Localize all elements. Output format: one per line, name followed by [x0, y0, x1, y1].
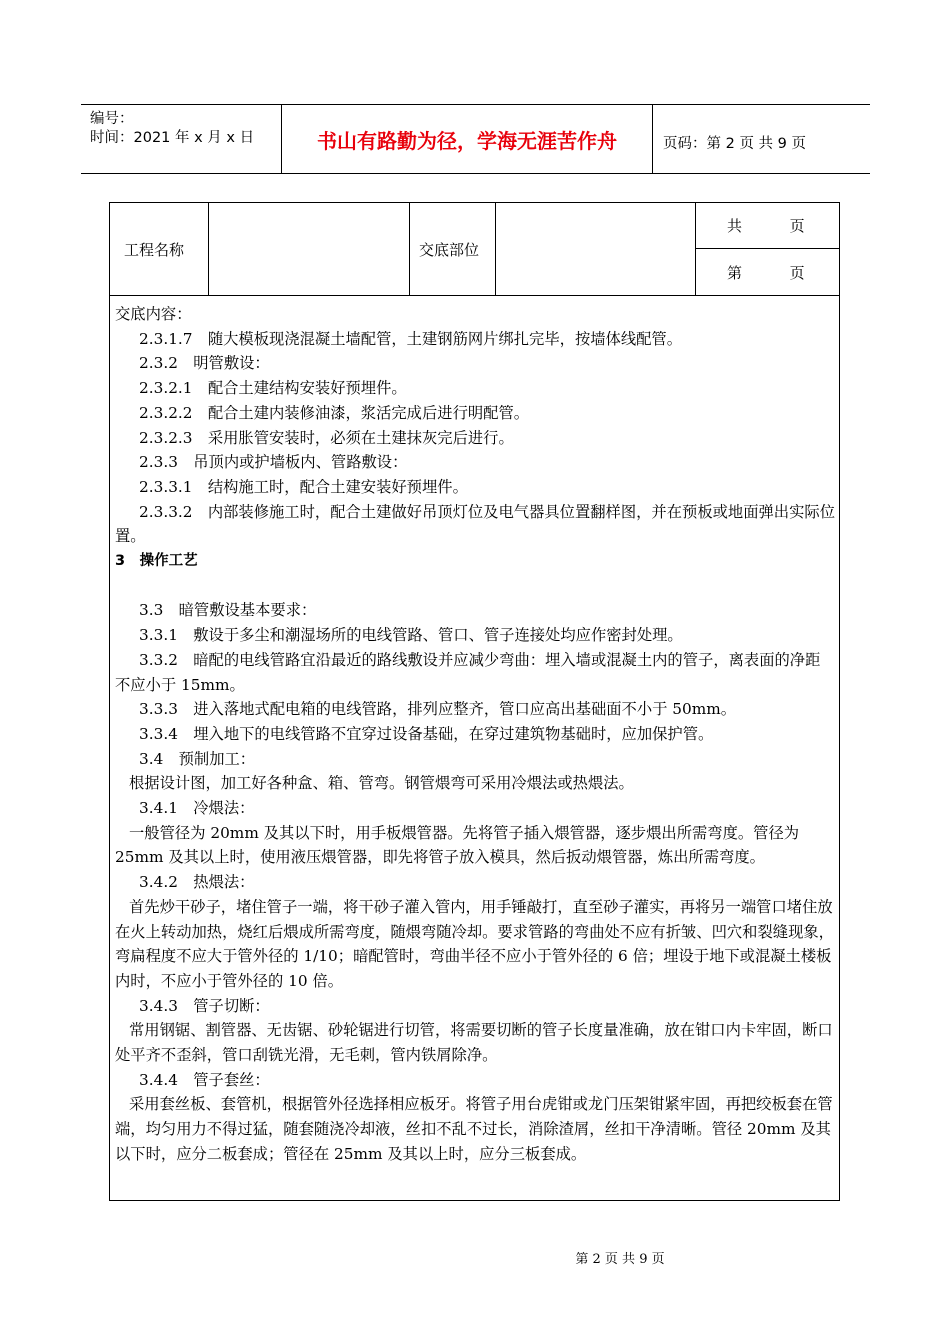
- header-page-info: 页码：第 2 页 共 9 页: [663, 136, 806, 152]
- header-divider: [652, 105, 653, 173]
- header-motto: 书山有路勤为径，学海无涯苦作舟: [317, 128, 617, 153]
- content-line: 2.3.2.2 配合土建内装修油漆，浆活完成后进行明配管。: [139, 403, 530, 422]
- table-divider: [695, 203, 696, 295]
- content-line: 2.3.2.3 采用胀管安装时，必须在土建抹灰完后进行。: [139, 428, 514, 447]
- content-paragraph: 采用套丝板、套管机，根据管外径选择相应板牙。将管子用台虎钳或龙门压架钳紧牢固，再把绞板套在管端，均匀用力不得过猛，随套随浇冷却液，丝扣不乱不过长，消除渣屑，丝扣干净清晰。管径 20mm 及其以下时，应分二板套成；管径在 25mm 及其以上时，应分三板套成。: [115, 1095, 833, 1163]
- header-meta: [81, 105, 281, 173]
- content-heading: 交底内容：: [115, 305, 192, 323]
- disclosure-part-label: 交底部位: [419, 240, 480, 259]
- disclosure-part-value: [496, 203, 695, 295]
- spacer: [115, 574, 835, 599]
- total-pages-label: 共 页: [727, 217, 805, 235]
- content-line: 2.3.2 明管敷设：: [139, 354, 270, 373]
- table-divider: [110, 295, 839, 296]
- disclosure-content: [115, 302, 835, 1167]
- content-line: 3.4 预制加工：: [139, 749, 256, 768]
- content-line: 3.3.3 进入落地式配电箱的电线管路，排列应整齐，管口应高出基础面不小于 50mm。: [139, 700, 737, 719]
- subsection-heading: 3.4.2 热煨法：: [139, 873, 255, 892]
- table-divider: [409, 203, 410, 295]
- content-line: 3.3 暗管敷设基本要求：: [139, 601, 317, 620]
- content-paragraph: 首先炒干砂子，堵住管子一端，将干砂子灌入管内，用手锤敲打，直至砂子灌实，再将另一端管口堵住放在火上转动加热，烧红后煨成所需弯度，随煨弯随冷却。要求管路的弯曲处不应有折皱、凹穴和裂缝现象，弯扁程度不应大于管外径的 1/10；暗配管时，弯曲半径不应小于管外径的 6 倍；埋设于地下或混凝土楼板内时，不应小于管外径的 10 倍。: [115, 897, 834, 990]
- page-footer: 第 2 页 共 9 页: [575, 1252, 665, 1267]
- subsection-heading: 3.4.4 管子套丝：: [139, 1070, 270, 1089]
- project-name-value: [209, 203, 409, 295]
- section-heading: 3 操作工艺: [115, 553, 198, 570]
- content-line: 2.3.2.1 配合土建结构安装好预埋件。: [139, 379, 407, 398]
- page-number-label: 第 页: [727, 263, 805, 282]
- doc-number-label: 编号：: [90, 111, 134, 127]
- project-name-label: 工程名称: [124, 240, 185, 259]
- content-paragraph: 常用钢锯、割管器、无齿锯、砂轮锯进行切管，将需要切断的管子长度量准确，放在钳口内卡牢固，断口处平齐不歪斜，管口刮铣光滑，无毛刺，管内铁屑除净。: [115, 1021, 833, 1065]
- time-label: 时间：2021 年 x 月 x 日: [90, 130, 255, 146]
- content-line: 3.3.2 暗配的电线管路宜沿最近的路线敷设并应减少弯曲：埋入墙或混凝土内的管子，离表面的净距不应小于 15mm。: [115, 650, 821, 694]
- content-line: 2.3.3.1 结构施工时，配合土建安装好预埋件。: [139, 477, 468, 496]
- content-paragraph: 一般管径为 20mm 及其以下时，用手板煨管器。先将管子插入煨管器，逐步煨出所需弯度。管径为 25mm 及其以上时，使用液压煨管器，即先将管子放入模具，然后扳动煨管器，炼出所需弯度。: [115, 823, 800, 867]
- page-header: [81, 104, 870, 174]
- content-line: 3.3.1 敷设于多尘和潮湿场所的电线管路、管口、管子连接处均应作密封处理。: [139, 626, 683, 645]
- content-line: 2.3.3.2 内部装修施工时，配合土建做好吊顶灯位及电气器具位置翻样图，并在预板或地面弹出实际位置。: [115, 502, 835, 546]
- content-line: 3.3.4 埋入地下的电线管路不宜穿过设备基础，在穿过建筑物基础时，应加保护管。: [139, 724, 714, 743]
- content-paragraph: 根据设计图，加工好各种盒、箱、管弯。钢管煨弯可采用冷煨法或热煨法。: [129, 774, 634, 793]
- subsection-heading: 3.4.3 管子切断：: [139, 996, 270, 1015]
- disclosure-table: [109, 202, 840, 1201]
- content-line: 2.3.3 吊顶内或护墙板内、管路敷设：: [139, 453, 408, 472]
- subsection-heading: 3.4.1 冷煨法：: [139, 799, 255, 818]
- content-line: 2.3.1.7 随大模板现浇混凝土墙配管，土建钢筋网片绑扎完毕，按墙体线配管。: [139, 329, 683, 348]
